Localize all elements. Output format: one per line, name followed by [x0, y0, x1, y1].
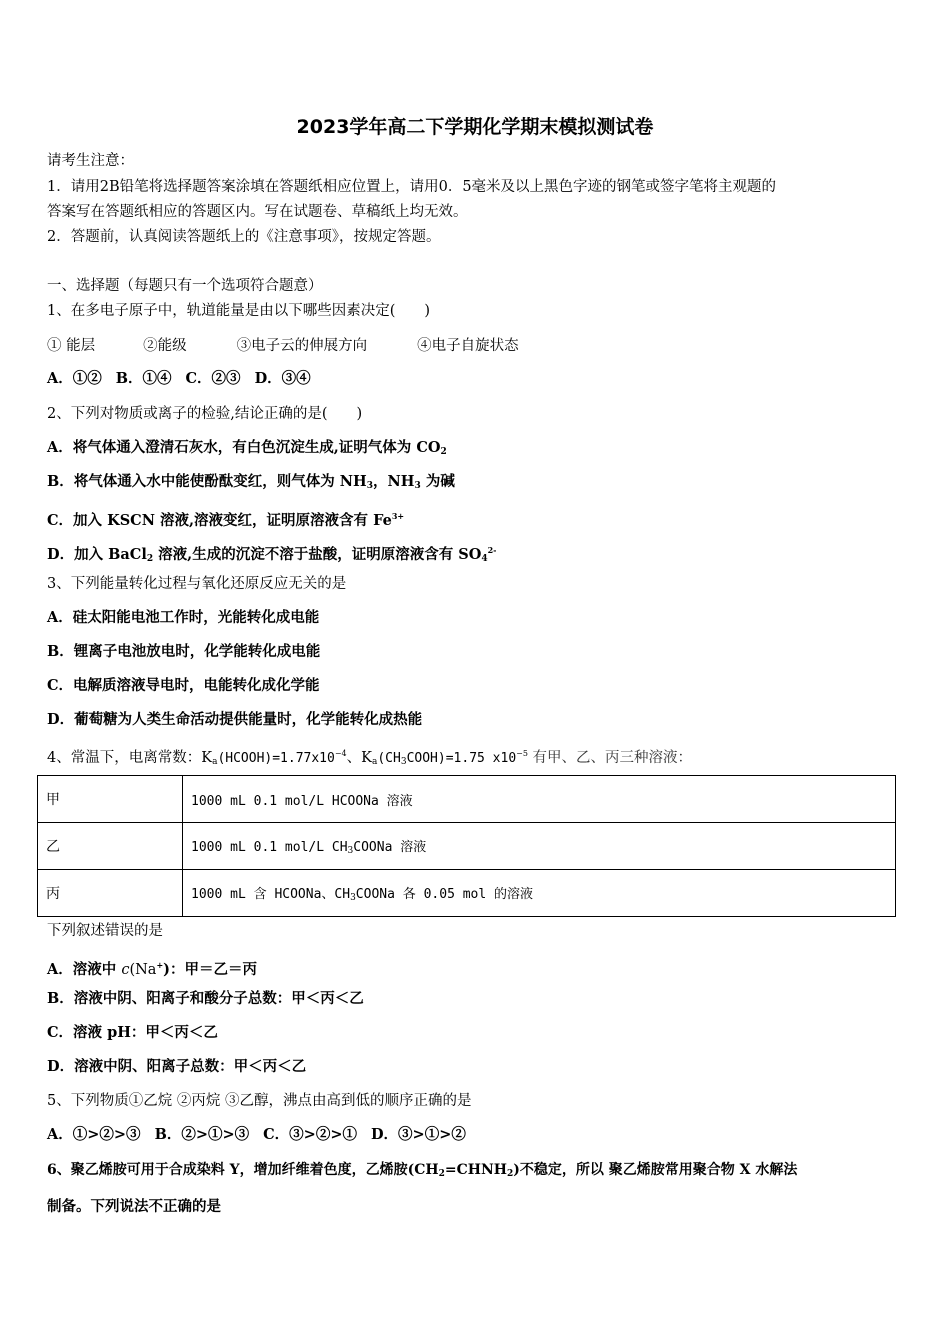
section-heading: 一、选择题（每题只有一个选项符合题意） — [47, 278, 323, 294]
question-4-stem: 4、常温下，电离常数：$K_a(HCOOH)=1.77x10^{-4}$、$K_a(CH_3COOH)=1.75$ $x10^{-5}$ 有甲、乙、丙三种溶液： — [47, 749, 693, 767]
question-6-stem: 6、聚乙烯胺可用于合成染料 Y，增加纤维着色度，乙烯胺$(CH_2=CHNH_2)$不稳定，所以 聚乙烯胺常用聚合物 X 水解法 — [47, 1162, 798, 1179]
q1-option-d: D．③④ — [254, 370, 311, 387]
q5-option-c: C．③>②>① — [263, 1126, 357, 1143]
question-3-stem: 3、下列能量转化过程与氧化还原反应无关的是 — [47, 576, 347, 592]
table-cell-content: 1000 mL 0.1 mol/L HCOONa 溶液 — [183, 776, 896, 823]
q2-option-b: B．将气体通入水中能使酚酞变红，则气体为 $NH_3$，$NH_3$ 为碱 — [47, 473, 455, 491]
q1-item: ④电子自旋状态 — [417, 338, 519, 354]
table-cell-label: 乙 — [38, 823, 183, 870]
table-row — [38, 823, 896, 870]
page-title: 2023学年高二下学期化学期末模拟测试卷 — [296, 116, 654, 138]
q2-option-d: D．加入 BaCl$_2$ 溶液,生成的沉淀不溶于盐酸，证明原溶液含有 $SO_4^{2-}$ — [47, 545, 497, 564]
q4-option-a: A．溶液中 c(Na+)：甲＝乙＝丙 — [47, 960, 258, 978]
q3-option-d: D．葡萄糖为人类生命活动提供能量时，化学能转化成热能 — [47, 711, 423, 728]
notice-line-1b: 答案写在答题纸相应的答题区内。写在试题卷、草稿纸上均无效。 — [47, 204, 468, 220]
q4-option-d: D．溶液中阴、阳离子总数：甲＜丙＜乙 — [47, 1058, 307, 1075]
question-1-options — [47, 369, 311, 389]
notice-line-1: 1．请用2B铅笔将选择题答案涂填在答题纸相应位置上，请用0．5毫米及以上黑色字迹的钢笔或签字笔将主观题的 — [47, 179, 777, 195]
q1-item: ③电子云的伸展方向 — [236, 338, 368, 354]
q4-option-b: B．溶液中阴、阳离子和酸分子总数：甲＜丙＜乙 — [47, 990, 364, 1007]
q2-option-c: C．加入 KSCN 溶液,溶液变红，证明原溶液含有 $Fe^{3+}$ — [47, 511, 405, 529]
table-cell-content: 1000 mL 0.1 mol/L $CH_3COONa$ 溶液 — [183, 823, 896, 870]
q2-option-a: A．将气体通入澄清石灰水，有白色沉淀生成,证明气体为 $CO_2$ — [47, 439, 447, 457]
question-5-stem: 5、下列物质①乙烷 ②丙烷 ③乙醇，沸点由高到低的顺序正确的是 — [47, 1093, 472, 1109]
q1-option-c: C．②③ — [185, 370, 241, 387]
question-1-stem: 1、在多电子原子中，轨道能量是由以下哪些因素决定( ) — [47, 303, 431, 319]
q1-item: ① 能层 — [47, 338, 96, 354]
q1-option-a: A．①② — [47, 370, 102, 387]
solutions-table — [37, 775, 896, 917]
question-4-prompt: 下列叙述错误的是 — [47, 923, 163, 939]
notice-heading: 请考生注意： — [47, 153, 134, 169]
table-cell-label: 丙 — [38, 870, 183, 917]
notice-line-2: 2．答题前，认真阅读答题纸上的《注意事项》，按规定答题。 — [47, 229, 441, 245]
question-6-stem-cont: 制备。下列说法不正确的是 — [47, 1198, 221, 1215]
table-cell-label: 甲 — [38, 776, 183, 823]
q3-option-b: B．锂离子电池放电时，化学能转化成电能 — [47, 643, 321, 660]
table-row — [38, 776, 896, 823]
q4-option-c: C．溶液 pH：甲＜丙＜乙 — [47, 1024, 218, 1041]
question-2-stem: 2、下列对物质或离子的检验,结论正确的是( ) — [47, 406, 363, 422]
q3-option-c: C．电解质溶液导电时，电能转化成化学能 — [47, 677, 320, 694]
q3-option-a: A．硅太阳能电池工作时，光能转化成电能 — [47, 609, 320, 626]
q5-option-b: B．②>①>③ — [154, 1126, 250, 1143]
q5-option-a: A．①>②>③ — [47, 1126, 141, 1143]
q5-option-d: D．③>①>② — [370, 1126, 466, 1143]
table-row — [38, 870, 896, 917]
table-cell-content: 1000 mL 含 HCOONa、$CH_3COONa$ 各 0.05 mol 的溶液 — [183, 870, 896, 917]
q1-item: ②能级 — [143, 338, 187, 354]
question-5-options — [47, 1125, 466, 1145]
question-1-items — [47, 336, 519, 356]
q1-option-b: B．①④ — [115, 370, 172, 387]
